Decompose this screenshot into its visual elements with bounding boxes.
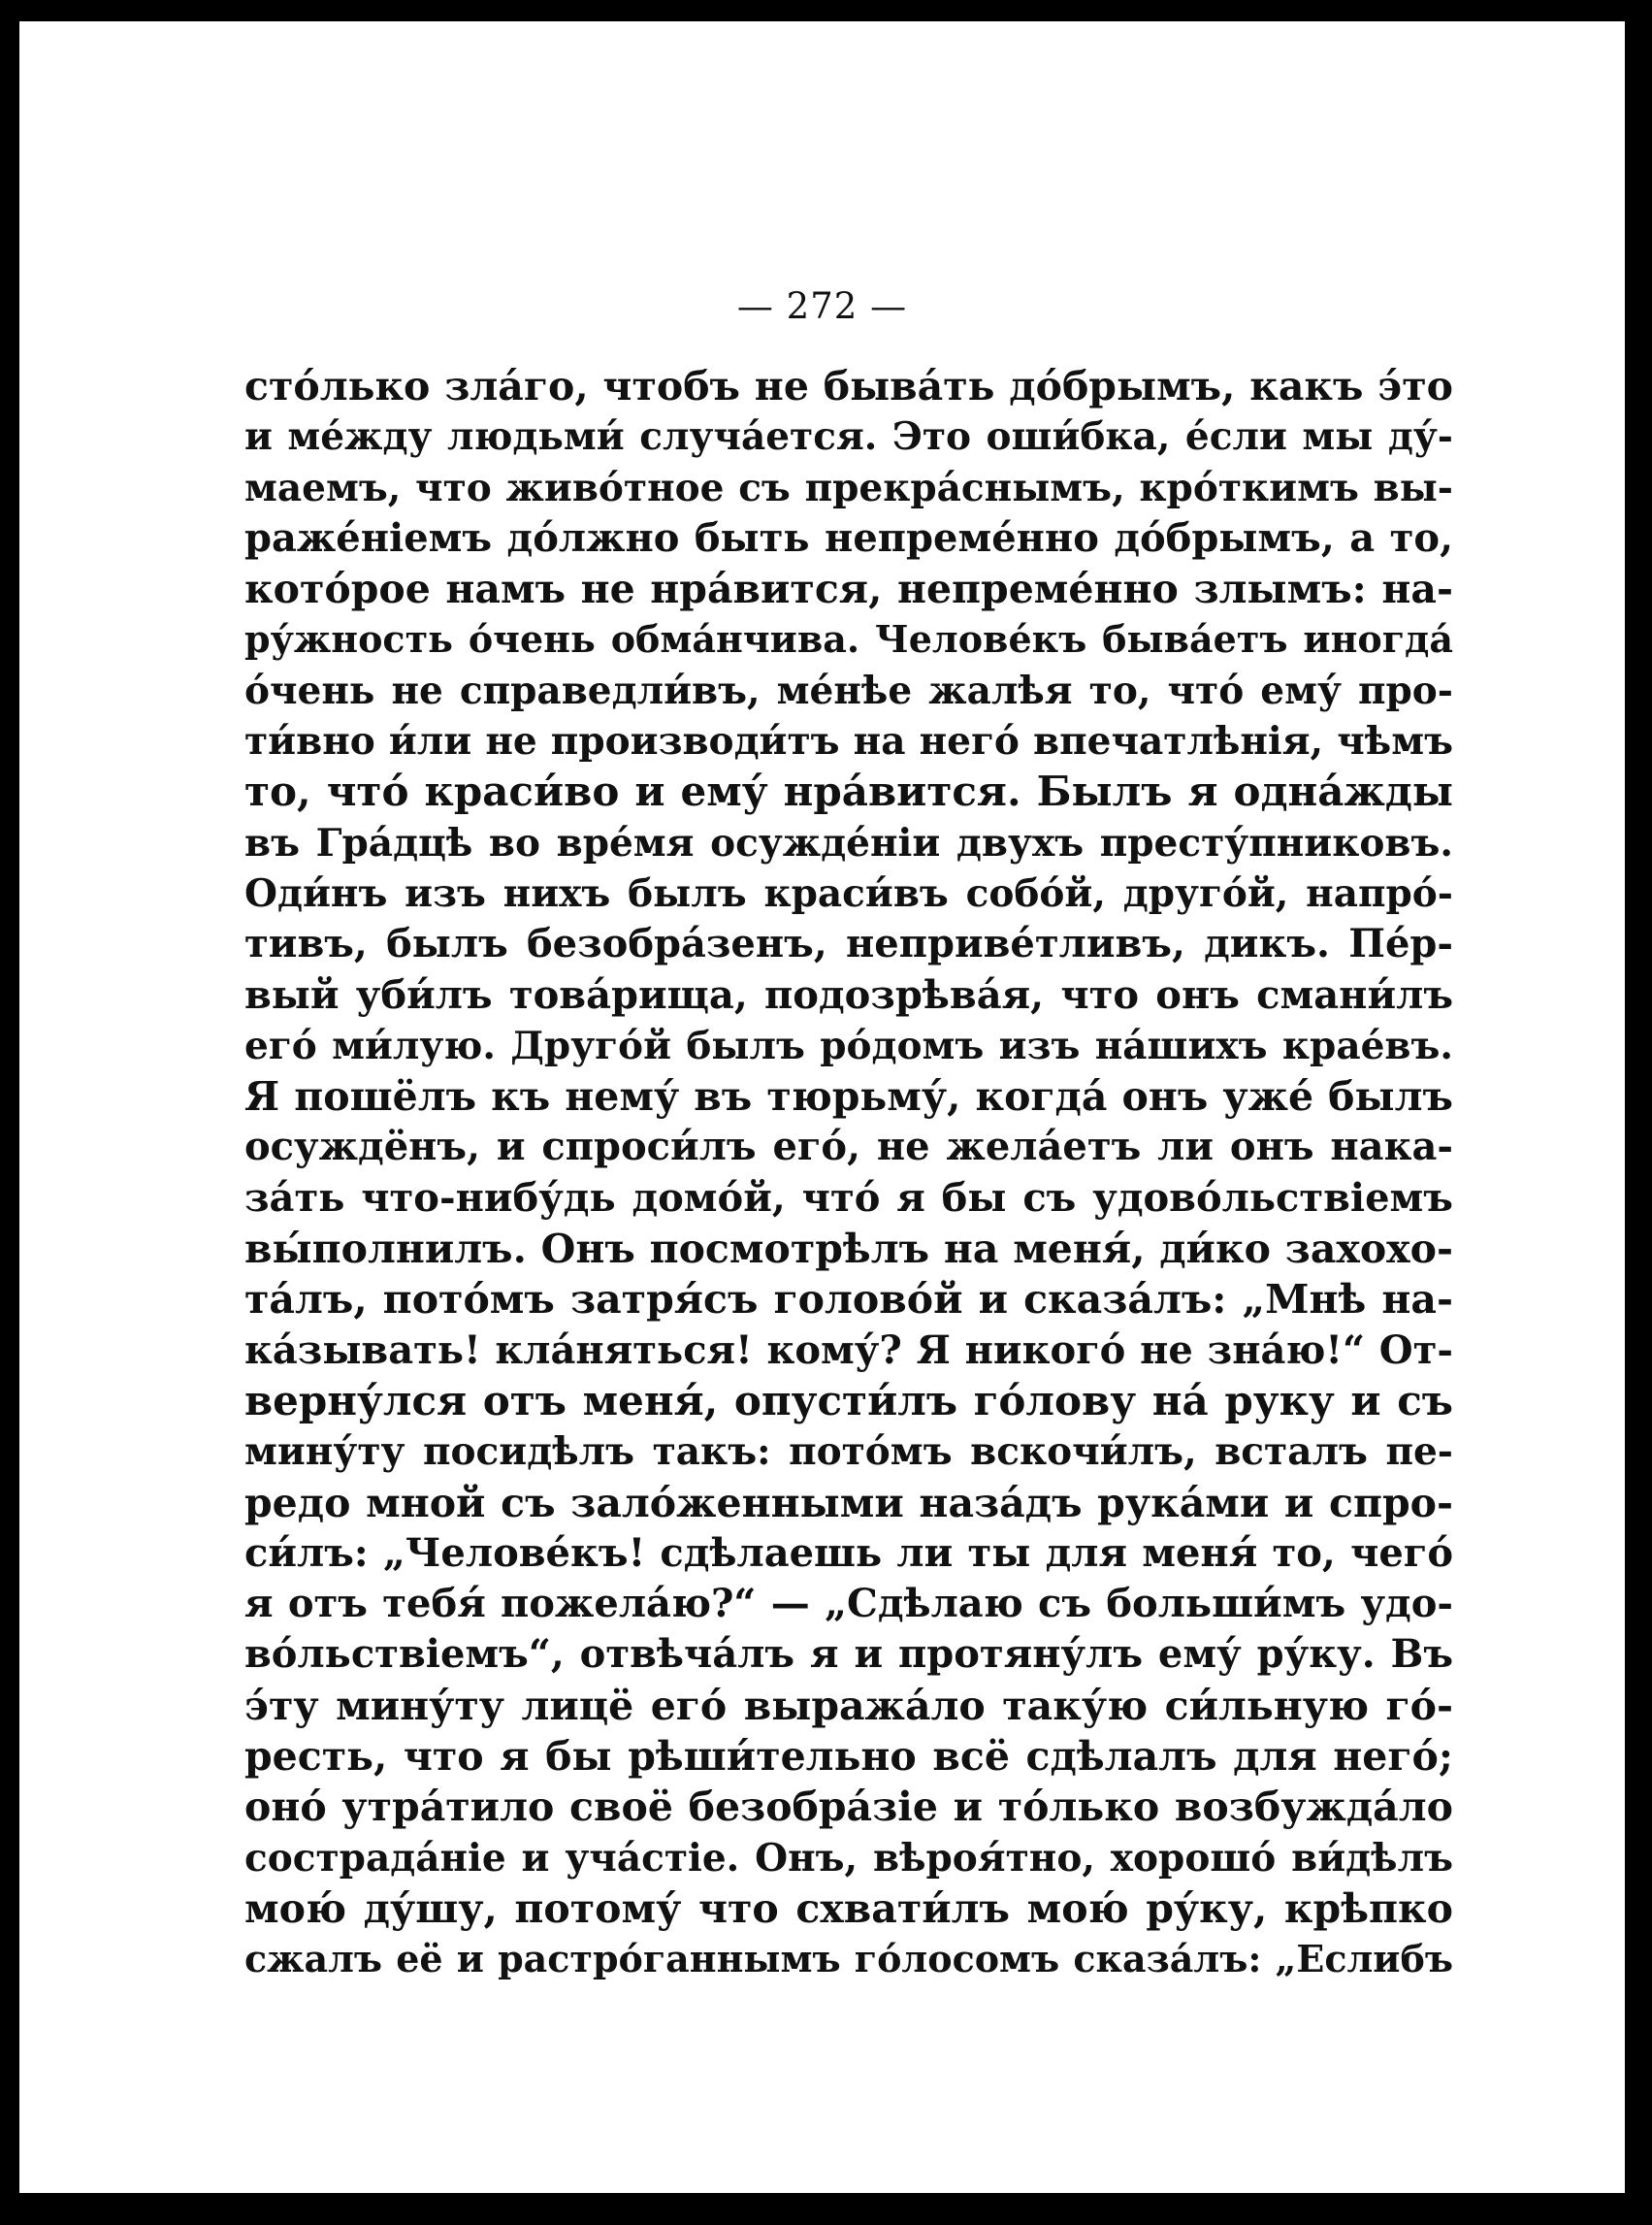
text-line: редо мной съ зало́женными наза́дъ рука́ми и спро- <box>244 1479 1453 1526</box>
text-line: о́чень не справедли́въ, ме́нѣе жалѣя то, что́ ему́ про- <box>244 668 1453 713</box>
text-line: ресть, что я бы рѣши́тельно всё сдѣлалъ для него́; <box>244 1733 1453 1781</box>
text-line: осуждёнъ, и спроси́лъ его́, не жела́етъ ли онъ нака- <box>244 1124 1453 1170</box>
page-number: — 272 — <box>736 285 908 327</box>
text-line: ти́вно и́ли не производи́тъ на него́ впечатлѣнія, чѣмъ <box>244 719 1453 765</box>
text-line: и ме́жду людьми́ случа́ется. Это оши́бка, е́сли мы ду́- <box>244 414 1453 460</box>
text-line: я отъ тебя́ пожела́ю?“ — „Сдѣлаю съ больши́мъ удо- <box>244 1581 1453 1627</box>
text-line: Оди́нъ изъ нихъ былъ краси́въ собо́й, друго́й, напро́- <box>244 870 1453 916</box>
text-line: оно́ утра́тило своё безобра́зіе и то́лько возбужда́ло <box>244 1783 1453 1831</box>
body-text <box>244 361 1453 1985</box>
text-line: въ Гра́дцѣ во вре́мя осужде́нiи двухъ престу́пниковъ. <box>244 820 1453 866</box>
text-line: ка́зывать! кла́няться! кому́? Я никого́ не зна́ю!“ От- <box>244 1326 1453 1373</box>
text-line: вы́полнилъ. Онъ посмотрѣлъ на меня́, ди́ко захохо- <box>244 1226 1453 1273</box>
text-line: си́лъ: „Челове́къ! сдѣлаешь ли ты для меня́ то, чего́ <box>244 1529 1453 1576</box>
text-line: тивъ, былъ безобра́зенъ, неприве́тливъ, дикъ. Пе́р- <box>244 921 1453 967</box>
text-line: сжалъ её и растро́ганнымъ го́лосомъ сказа́лъ: „Еслибъ <box>244 1937 1453 1981</box>
text-line: та́лъ, пото́мъ затря́съ голово́й и сказа́лъ: „Мнѣ на- <box>244 1276 1453 1324</box>
text-line: за́ть что-нибу́дь домо́й, что́ я бы съ удово́льствіемъ <box>244 1174 1453 1221</box>
text-line: э́ту мину́ту лицё его́ выража́ло таку́ю си́льную го́- <box>244 1682 1453 1729</box>
text-line: ру́жность о́чень обма́нчива. Челове́къ быва́етъ иногда́ <box>244 617 1453 662</box>
text-line: верну́лся отъ меня́, опусти́лъ го́лову на́ руку и съ <box>244 1376 1453 1424</box>
text-line: мину́ту посидѣлъ такъ: пото́мъ вскочи́лъ, всталъ пе- <box>244 1429 1453 1475</box>
text-line: мою́ ду́шу, потому́ что схвати́лъ мою́ ру́ку, крѣпко <box>244 1884 1453 1932</box>
text-line: маемъ, что живо́тное съ прекра́снымъ, кро́ткимъ вы- <box>244 465 1453 510</box>
text-line: кото́рое намъ не нра́вится, непреме́нно злымъ: на- <box>244 566 1453 613</box>
text-line: то, что́ краси́во и ему́ нра́вится. Былъ я одна́жды <box>244 768 1453 816</box>
text-line: его́ ми́лую. Друго́й былъ ро́домъ изъ на́шихъ крае́въ. <box>244 1023 1453 1068</box>
text-line: раже́ніемъ до́лжно быть непреме́нно до́брымъ, а то, <box>244 514 1453 561</box>
text-line: сто́лько зла́го, чтобъ не быва́ть до́брымъ, какъ э́то <box>244 363 1453 409</box>
text-line: вый уби́лъ това́рища, подозрѣва́я, что онъ смани́лъ <box>244 971 1453 1018</box>
text-line: сострада́ніе и уча́стіе. Онъ, вѣроя́тно, хорошо́ ви́дѣлъ <box>244 1835 1453 1881</box>
book-page <box>19 21 1625 2193</box>
text-line: во́льствіемъ“, отвѣча́лъ я и протяну́лъ ему́ ру́ку. Въ <box>244 1631 1453 1678</box>
text-line: Я пошёлъ къ нему́ въ тюрьму́, когда́ онъ уже́ былъ <box>244 1073 1453 1121</box>
